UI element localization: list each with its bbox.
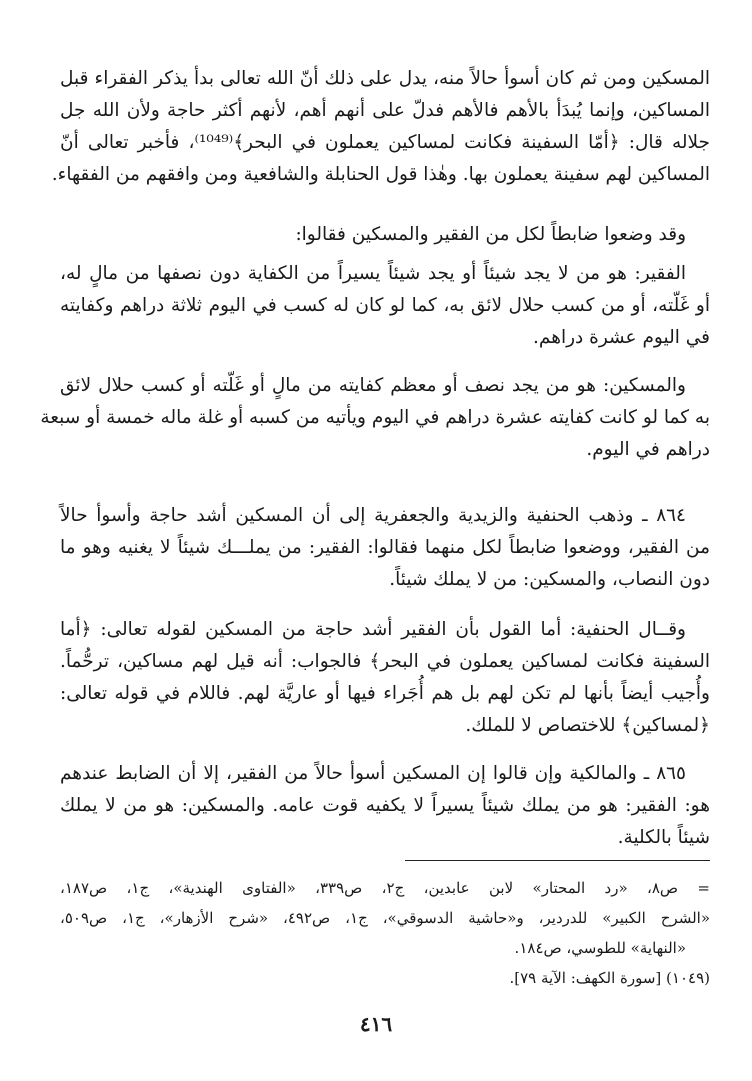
footnote-line: = ص٨، «رد المحتار» لابن عابدين، ج٢، ص٣٣٩، «الفتاوى الهندية»، ج١، ص١٨٧، [60,879,710,897]
text-line: وقــال الحنفية: أما القول بأن الفقير أشد حاجة من المسكين لقوله تعالى: ﴿أما [60,619,686,640]
text-line: السفينة فكانت لمساكين يعملون في البحر﴾ فالجواب: أنه قيل لهم مساكين، ترحُّماً. [60,651,710,672]
text-line: المساكين، وإنما يُبدَأ بالأهم فالأهم فدلّ على أنهم أهم، لأنهم أكثر حاجة ولأن الله جل [60,100,710,121]
footnote-line: «النهاية» للطوسي، ص١٨٤. [514,939,686,957]
footnote-divider [405,860,710,861]
text-line: في اليوم عشرة دراهم. [533,327,710,348]
paragraph-hanafiyya [60,614,710,742]
text-line: من الفقير، ووضعوا ضابطاً لكل منهما فقالوا: الفقير: من يملـــك شيئاً لا يغنيه وهو ما [60,537,710,558]
paragraph-864 [60,500,710,596]
paragraph-2 [60,219,710,251]
footnote-line: «الشرح الكبير» للدردير، و«حاشية الدسوقي»، ج١، ص٤٩٢، «شرح الأزهار»، ج١، ص٥٠٩، [60,909,711,927]
text-line: والمسكين: هو من يجد نصف أو معظم كفايته من مالٍ أو غَلّته أو كسب حلال لائق [60,375,686,396]
paragraph-miskin-definition [40,370,710,466]
text-line: الفقير: هو من لا يجد شيئاً أو يجد شيئاً يسيراً من الكفاية دون نصفها من مالٍ له، [60,263,686,284]
footnote-line: (١٠٤٩) [سورة الكهف: الآية ٧٩]. [509,969,710,987]
text-line: شيئاً بالكلية. [617,827,710,848]
paragraph-865 [60,758,710,854]
footnotes [60,873,710,993]
text-line: المسكين ومن ثم كان أسوأ حالاً منه، يدل على ذلك أنّ الله تعالى بدأ يذكر الفقراء قبل [60,68,710,89]
text-line: هو: الفقير: هو من يملك شيئاً يسيراً لا يكفيه قوت عامه. والمسكين: هو من لا يملك [60,795,710,816]
paragraph-faqir-definition [60,258,710,354]
text-line: به كما لو كانت كفايته عشرة دراهم في اليوم ويأتيه من كسبه أو غلة ماله خمسة أو سبعة [40,407,710,428]
text-line: ﴿لمساكين﴾ للاختصاص لا للملك. [465,715,710,736]
text-line: ٨٦٤ ـ وذهب الحنفية والزيدية والجعفرية إلى أن المسكين أشد حاجة وأسوأ حالاً [60,505,686,526]
text-line: وقد وضعوا ضابطاً لكل من الفقير والمسكين فقالوا: [295,224,686,245]
page-number: ٤١٦ [359,1012,393,1036]
text-line: المساكين لهم سفينة يعملون بها. وهٰذا قول الحنابلة والشافعية ومن وافقهم من الفقهاء. [51,164,710,185]
text-line: جلاله قال: ﴿أمّا السفينة فكانت لمساكين يعملون في البحر﴾⁽¹⁰⁴⁹⁾، فأخبر تعالى أنّ [60,132,710,153]
text-line: ٨٦٥ ـ والمالكية وإن قالوا إن المسكين أسوأ حالاً من الفقير، إلا أن الضابط عندهم [60,763,686,784]
text-line: دراهم في اليوم. [586,439,710,460]
text-line: وأُجيب أيضاً بأنها لم تكن لهم بل هم أُجَراء فيها أو عاريَّة لهم. فاللام في قوله تعالى: [60,683,710,704]
text-line: دون النصاب، والمسكين: من لا يملك شيئاً. [389,569,710,590]
paragraph-1 [51,63,710,191]
text-line: أو غَلّته، أو من كسب حلال لائق به، كما لو كان له كسب في اليوم ثلاثة دراهم وكفايته [60,295,710,316]
